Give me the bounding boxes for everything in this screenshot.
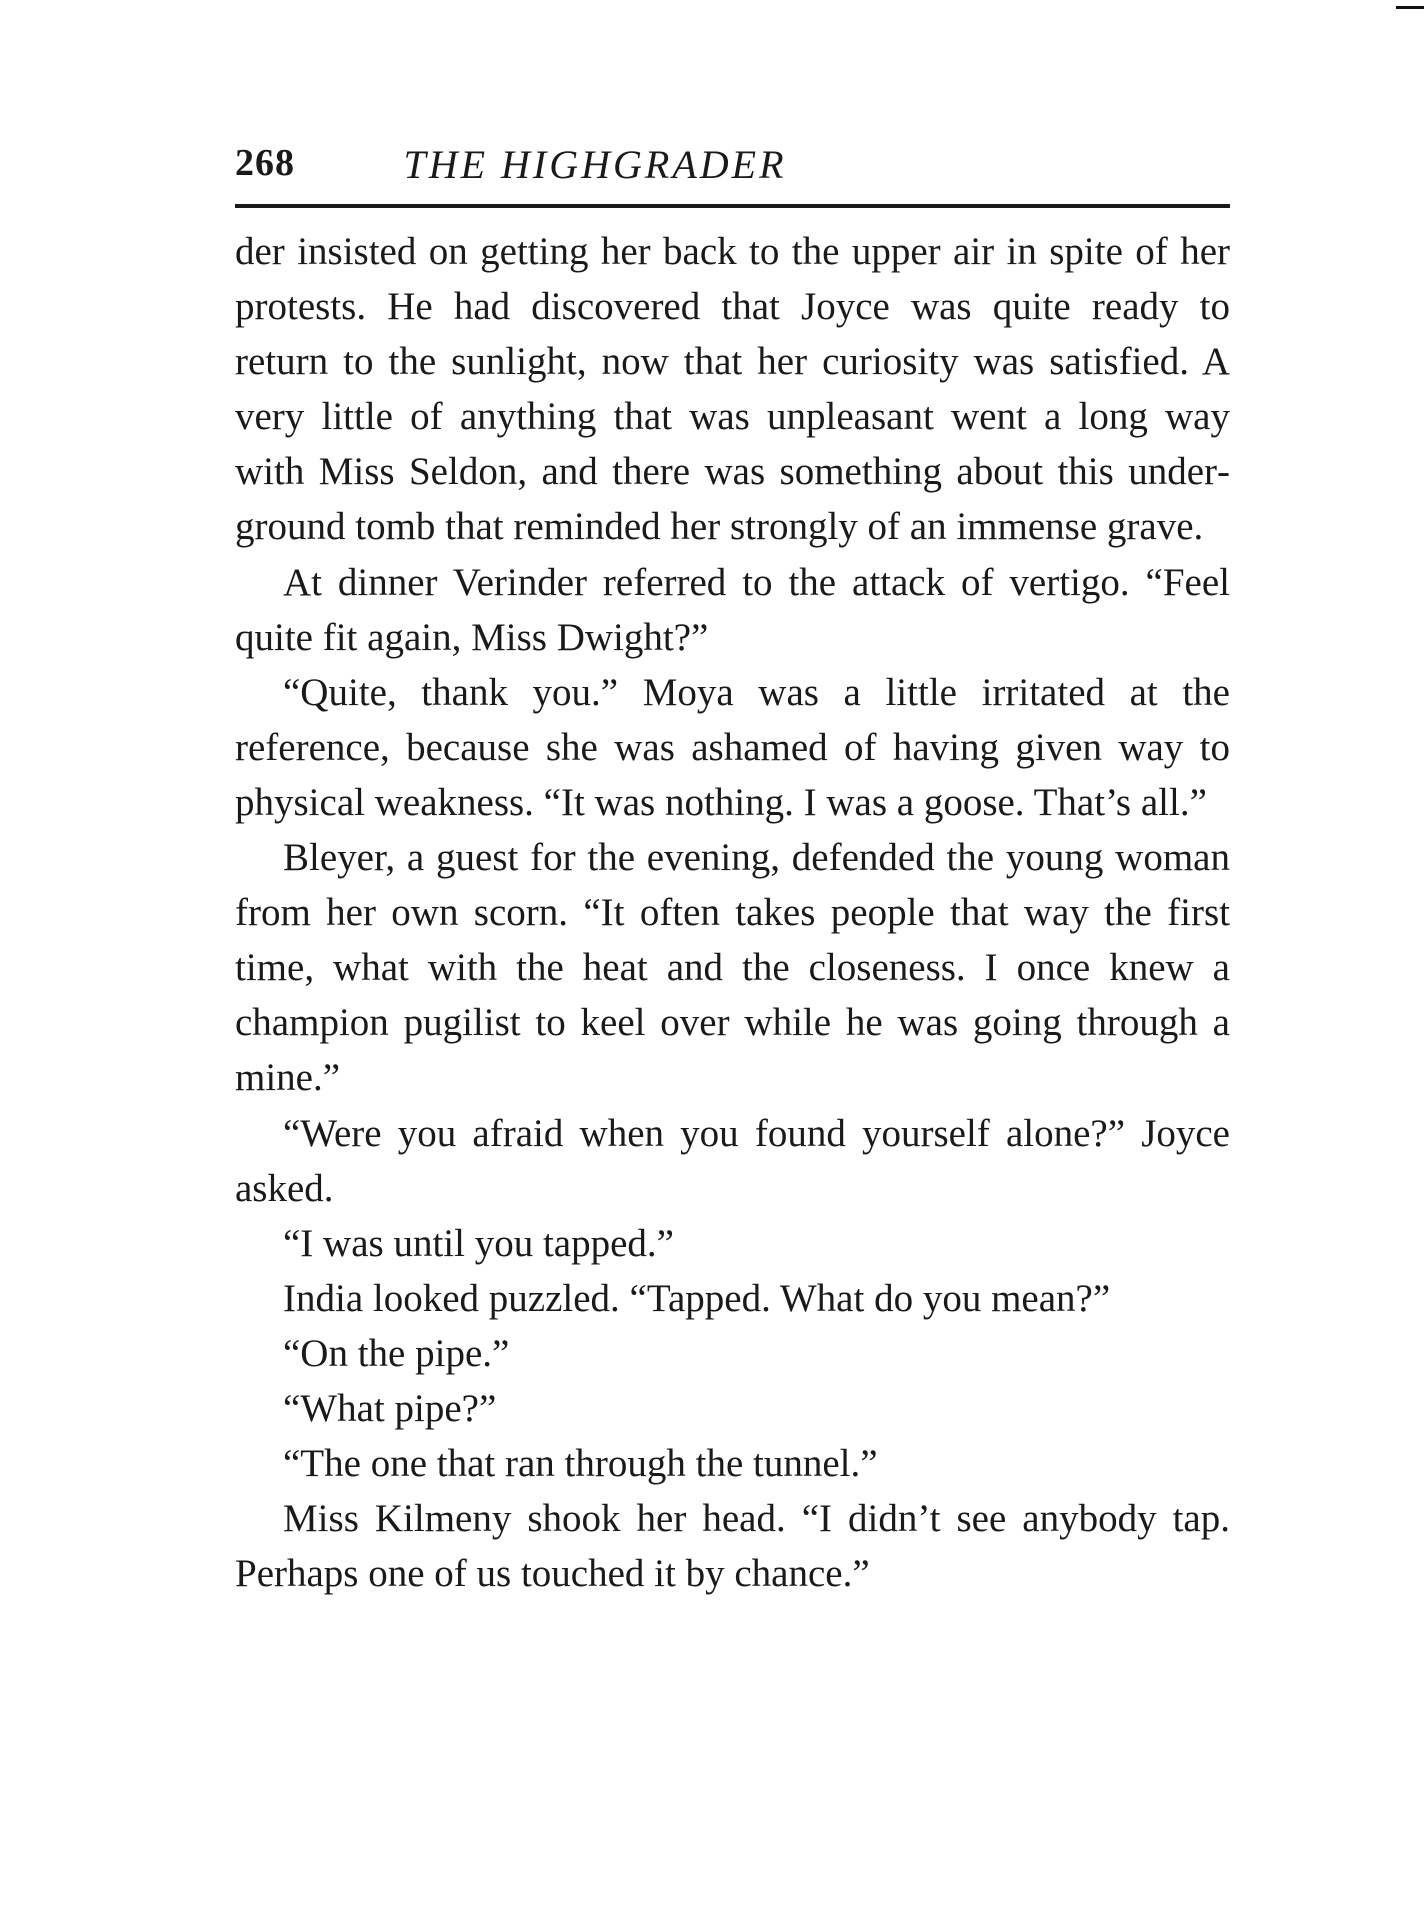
paragraph: “The one that ran through the tunnel.” [283, 1442, 878, 1486]
running-title: THE HIGHGRADER [403, 142, 787, 187]
scan-mark [1396, 6, 1424, 9]
body-text [235, 224, 1230, 1601]
header-rule [235, 204, 1230, 208]
running-header [235, 135, 1230, 205]
paragraph: “What pipe?” [283, 1386, 497, 1430]
paragraph: “On the pipe.” [283, 1331, 510, 1375]
paragraph: India looked puzzled. “Tapped. What do you mean?” [283, 1276, 1111, 1320]
paragraph: Bleyer, a guest for the evening, defended the young woman from her own scorn. “It often takes people that way the first time, what with the heat and the closeness. I once knew a champion pugilist to keel over while he was going through a mine.” [235, 836, 1230, 1100]
page-number: 268 [235, 142, 295, 184]
paragraph: “Were you afraid when you found yourself alone?” Joyce asked. [235, 1111, 1230, 1210]
paragraph: At dinner Verinder referred to the attack of vertigo. “Feel quite fit again, Miss Dwight?” [235, 560, 1230, 659]
paragraph: “Quite, thank you.” Moya was a little irritated at the reference, because she was ashamed of having given way to physical weakness. “It was nothing. I was a goose. That’s all.” [235, 670, 1230, 824]
paragraph: der insisted on getting her back to the upper air in spite of her protests. He had discovered that Joyce was quite ready to return to the sunlight, now that her curiosity was satisfied. A very little of anything that was unpleasant went a long way with Miss Seldon, and there was something about this underground tomb that reminded her strongly of an immense grave. [235, 230, 1230, 549]
paragraph: Miss Kilmeny shook her head. “I didn’t see anybody tap. Perhaps one of us touched it by chance.” [235, 1497, 1230, 1596]
paragraph: “I was until you tapped.” [283, 1221, 674, 1265]
